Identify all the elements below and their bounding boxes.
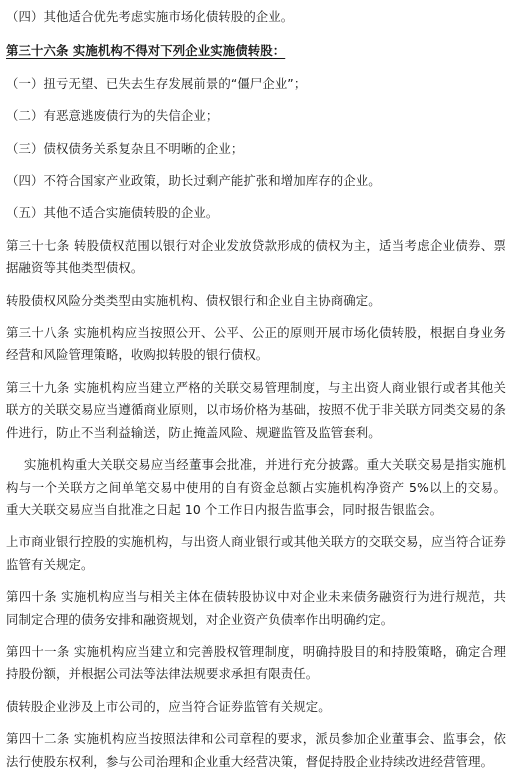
article-36-item-3: （三）债权债务关系复杂且不明晰的企业； [6, 140, 244, 156]
article-42-paragraph: 第四十二条 实施机构应当按照法律和公司章程的要求，派员参加企业董事会、监事会，依法行使股东权利，参与公司治理和企业重大经营决策，督促持股企业持续改进经营管理。 [6, 731, 506, 769]
article-41-paragraph: 第四十一条 实施机构应当建立和完善股权管理制度，明确持股目的和持股策略，确定合理持股份额，并根据公司法等法律法规要求承担有限责任。 [6, 643, 506, 682]
article-36-item-2: （二）有恶意逃废债行为的失信企业； [6, 108, 219, 124]
article-37-paragraph: 第三十七条 转股债权范围以银行对企业发放贷款形成的债权为主，适当考虑企业债券、票据融资等其他类型债权。 [6, 237, 506, 276]
article-39-related-transaction-note: 实施机构重大关联交易应当经董事会批准，并进行充分披露。重大关联交易是指实施机构与一个关联方之间单笔交易中使用的自有资金总额占实施机构净资产 5%以上的交易。 重大关联交易应当自批准之日起 10 个工作日内报告监事会，同时报告银监会。 [6, 457, 506, 517]
document-page [6, 6, 506, 773]
article-40-paragraph: 第四十条 实施机构应当与相关主体在债转股协议中对企业未来债务融资行为进行规范，共同制定合理的债务安排和融资规划，对企业资产负债率作出明确约定。 [6, 589, 506, 627]
article-36-heading: 第三十六条 实施机构不得对下列企业实施债转股： [6, 43, 286, 59]
article-36-item-5: （五）其他不适合实施债转股的企业。 [6, 205, 219, 221]
listed-bank-note: 上市商业银行控股的实施机构，与出资人商业银行或其他关联方的交联交易，应当符合证券监管有关规定。 [6, 534, 506, 572]
article-36-item-4: （四）不符合国家产业政策，助长过剩产能扩张和增加库存的企业。 [6, 173, 381, 189]
article-36-item-1: （一）扭亏无望、已失去生存发展前景的“僵尸企业”； [6, 75, 307, 91]
article-39-paragraph: 第三十九条 实施机构应当建立严格的关联交易管理制度，与主出资人商业银行或者其他关联方的关联交易应当遵循商业原则，以市场价格为基础，按照不优于非关联方同类交易的条件进行，防止不当利益输送，防止掩盖风险、规避监管及监管套利。 [6, 379, 506, 440]
article-37-note: 转股债权风险分类类型由实施机构、债权银行和企业自主协商确定。 [6, 292, 381, 308]
article-41-note: 债转股企业涉及上市公司的，应当符合证券监管有关规定。 [6, 698, 331, 714]
paragraph-item-4-suitable: （四）其他适合优先考虑实施市场化债转股的企业。 [6, 9, 294, 24]
article-38-paragraph: 第三十八条 实施机构应当按照公开、公平、公正的原则开展市场化债转股，根据自身业务经营和风险管理策略，收购拟转股的银行债权。 [6, 325, 506, 363]
